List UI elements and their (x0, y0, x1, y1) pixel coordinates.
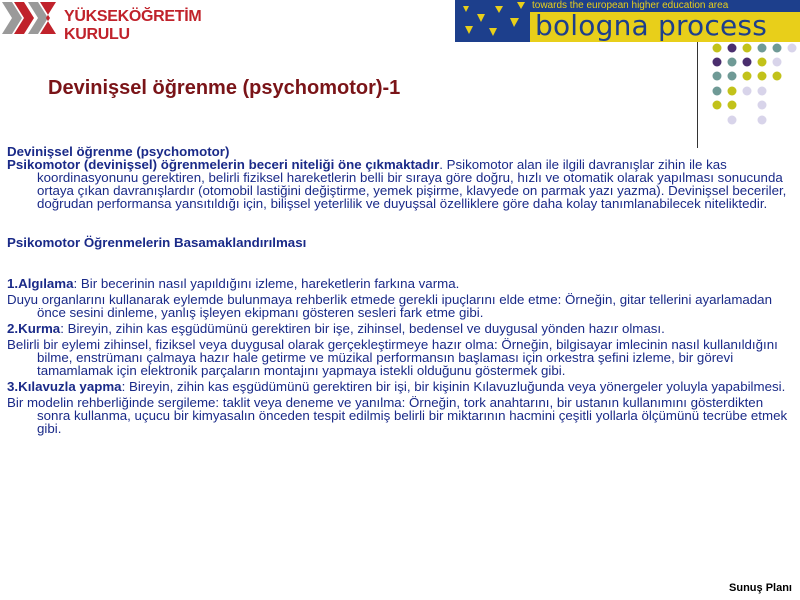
bologna-process-logo (455, 0, 800, 42)
presentation-plan-link[interactable]: Sunuş Planı (729, 582, 792, 594)
spacer (7, 249, 792, 277)
intro-bold-text: Psikomotor (devinişsel) öğrenmelerin beceri niteliği öne çıkmaktadır (7, 157, 440, 172)
level-1-desc: : Bir becerinin nasıl yapıldığını izleme, hareketlerin farkına varma. (73, 276, 460, 291)
section-heading: Psikomotor Öğrenmelerin Basamaklandırılması (7, 235, 307, 250)
level-1-label: 1.Algılama (7, 276, 74, 291)
level-3-detail: Bir modelin rehberliğinde sergileme: taklit veya deneme ve yanılma: Örneğin, tork anahtarını, bir ustanın kullanımını gösterdikten sonra kullanma, uçucu bir kimyasalın önceden tespit edilmiş belirli bir miktarının hacmini çeşitli yollarla ölçümünü tecrübe etmek gibi. (7, 395, 788, 436)
level-1-title (7, 277, 792, 290)
level-2-detail: Belirli bir eylemi zihinsel, fiziksel veya duygusal olarak gerçekleştirmeye hazır olma: Örneğin, bilgisayar imlecinin nasıl kullanıldığını bilme, enstrümanı çalmaya hazır hale getirme ve müzikal performansın başlaması için orkestra şefini izleme, bir görevi tamamlamak için elektronik parçaların montajını yapmaya istekli olduğunu göstermek gibi. (7, 337, 778, 378)
vertical-divider (697, 42, 698, 148)
spacer (7, 210, 792, 236)
level-2-label: 2.Kurma (7, 321, 61, 336)
content-heading: Devinişsel öğrenme (psychomotor) (7, 144, 230, 159)
slide-content (7, 145, 792, 435)
yok-emblem-icon (0, 0, 62, 36)
bologna-name: bologna process (535, 9, 767, 42)
intro-paragraph (7, 158, 792, 210)
decorative-dots (710, 43, 800, 133)
level-3-desc: : Bireyin, zihin kas eşgüdümünü gerektiren bir işi, bir kişinin Kılavuzluğunda veya yönergeler yoluyla yapabilmesi. (121, 379, 786, 394)
level-3-label: 3.Kılavuzla yapma (7, 379, 122, 394)
intro-text: . Psikomotor alan ile ilgili davranışlar zihin ile kas koordinasyonunu gerektiren, belirli fiziksel hareketlerin belli bir sıraya göre doğru, hızlı ve otomatik olarak yapılması sonucunda ortaya çıkan davranışlardır (otomobil lastiğini değiştirme, yemek pişirme, klavyede on parmak yazı yazma). Devinişsel beceriler, doğrudan performansa yansıtıldığı için, bilişsel yeterlilik ve duyuşsal özelliklere göre daha kolay tanımlanabilecek niteliktedir. (37, 157, 787, 211)
level-2-title (7, 322, 792, 335)
level-2-desc: : Bireyin, zihin kas eşgüdümünü gerektiren bir işe, zihinsel, bedensel ve duygusal yönden hazır olması. (60, 321, 665, 336)
bologna-star-pattern (455, 0, 530, 42)
level-1-detail: Duyu organlarını kullanarak eylemde bulunmaya rehberlik etmede gerekli ipuçlarını elde etme: Örneğin, gitar tellerini ayarlamadan önce sesini dinleme, yanlış işleyen ekipmanı gösteren sesleri fark etme gibi. (7, 292, 772, 320)
yok-logo (0, 0, 250, 43)
slide-title: Devinişsel öğrenme (psychomotor)-1 (48, 77, 401, 99)
yok-logo-text: YÜKSEKÖĞRETİM KURULU (64, 8, 202, 43)
bologna-tagline: towards the european higher education area (530, 0, 800, 12)
level-3-title (7, 380, 792, 393)
